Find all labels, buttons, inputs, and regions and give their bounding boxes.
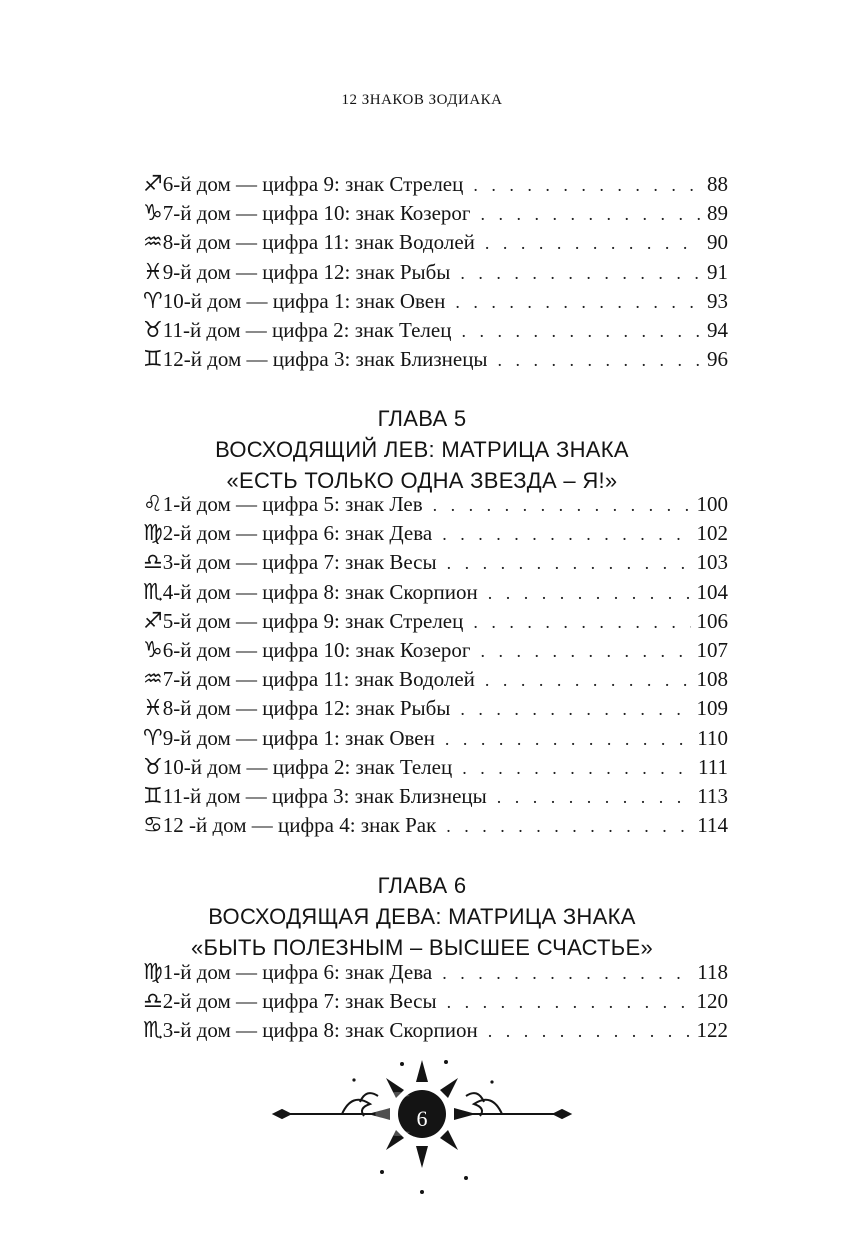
toc-entry-title: 3-й дом — цифра 7: знак Весы: [162, 550, 437, 575]
toc-entry: [143, 696, 728, 725]
chapter-5-subtitle: «ЕСТЬ ТОЛЬКО ОДНА ЗВЕЗДА – Я!»: [226, 468, 618, 493]
dot-leader: [497, 787, 692, 808]
gemini-icon: ♊: [143, 783, 163, 809]
toc-entry-title: 3-й дом — цифра 8: знак Скорпион: [162, 1018, 478, 1043]
dot-leader: [445, 729, 691, 750]
pisces-icon: ♓: [143, 259, 163, 285]
toc-section-chapter-6: [143, 960, 728, 1048]
toc-entry-title: 2-й дом — цифра 7: знак Весы: [162, 989, 437, 1014]
toc-entry-title: 11-й дом — цифра 3: знак Близнецы: [162, 783, 487, 808]
dot-leader: [455, 292, 701, 313]
dot-leader: [447, 992, 691, 1013]
chapter-6-subtitle: «БЫТЬ ПОЛЕЗНЫМ – ВЫСШЕЕ СЧАСТЬЕ»: [190, 935, 654, 960]
dot-leader: [461, 321, 701, 342]
toc-entry: [143, 201, 728, 230]
toc-section-top: [143, 172, 728, 376]
capricorn-icon: ♑: [143, 201, 163, 227]
toc-entry-page: 89: [707, 201, 728, 226]
toc-entry: [143, 813, 728, 842]
chapter-6-heading: [0, 870, 844, 963]
toc-entry-title: 8-й дом — цифра 11: знак Водолей: [162, 230, 475, 255]
taurus-icon: ♉: [143, 754, 163, 780]
dot-leader: [481, 641, 691, 662]
toc-entry: [143, 550, 728, 579]
dot-leader: [488, 583, 691, 604]
toc-entry-page: 118: [697, 960, 728, 984]
sagittarius-icon: ♐: [143, 608, 163, 634]
virgo-icon: ♍: [143, 960, 163, 985]
virgo-icon: ♍: [143, 521, 163, 547]
toc-entry-page: 109: [696, 696, 728, 721]
toc-entry: [143, 755, 728, 784]
dot-leader: [446, 816, 691, 837]
chapter-6-label: ГЛАВА 6: [377, 873, 467, 898]
toc-entry-title: 1-й дом — цифра 5: знак Лев: [162, 492, 423, 516]
toc-entry-page: 102: [696, 521, 728, 546]
toc-entry: [143, 318, 728, 347]
toc-entry: [143, 784, 728, 813]
toc-entry-page: 100: [696, 492, 728, 516]
toc-entry-page: 106: [696, 608, 728, 633]
dot-leader: [460, 263, 701, 284]
dot-leader: [442, 524, 690, 545]
libra-icon: ♎: [143, 989, 163, 1015]
scorpio-icon: ♏: [143, 579, 163, 605]
scorpio-icon: ♏: [143, 1018, 163, 1044]
toc-entry-title: 12-й дом — цифра 3: знак Близнецы: [162, 347, 488, 372]
toc-entry: [143, 726, 728, 755]
dot-leader: [460, 699, 690, 720]
toc-entry: [143, 1018, 728, 1047]
running-head: 12 ЗНАКОВ ЗОДИАКА: [341, 92, 503, 108]
sagittarius-icon: ♐: [143, 172, 163, 197]
toc-entry-page: 93: [707, 288, 728, 313]
dot-leader: [485, 670, 691, 691]
toc-entry-title: 6-й дом — цифра 9: знак Стрелец: [162, 172, 464, 196]
toc-entry-page: 103: [696, 550, 728, 575]
toc-entry-page: 96: [707, 347, 728, 372]
toc-entry-page: 110: [697, 725, 728, 750]
toc-entry-title: 9-й дом — цифра 1: знак Овен: [162, 725, 435, 750]
page-number: 6: [416, 1106, 428, 1131]
capricorn-icon: ♑: [143, 637, 163, 663]
toc-entry: [143, 289, 728, 318]
chapter-5-label: ГЛАВА 5: [377, 406, 467, 431]
toc-entry-page: 91: [707, 259, 728, 284]
aries-icon: ♈: [143, 288, 163, 314]
toc-entry-title: 4-й дом — цифра 8: знак Скорпион: [162, 579, 478, 604]
toc-entry: [143, 989, 728, 1018]
toc-entry-page: 94: [707, 317, 728, 342]
leo-icon: ♌: [143, 492, 163, 517]
toc-entry: [143, 521, 728, 550]
gemini-icon: ♊: [143, 347, 163, 373]
toc-entry-page: 108: [696, 667, 728, 692]
dot-leader: [462, 758, 692, 779]
toc-entry-title: 7-й дом — цифра 11: знак Водолей: [162, 667, 475, 692]
toc-entry-page: 111: [698, 754, 728, 779]
toc-entry-title: 12 -й дом — цифра 4: знак Рак: [162, 813, 437, 838]
toc-entry: [143, 347, 728, 376]
toc-entry-title: 11-й дом — цифра 2: знак Телец: [162, 317, 452, 342]
toc-section-chapter-5: [143, 492, 728, 842]
aries-icon: ♈: [143, 725, 163, 751]
toc-entry-title: 1-й дом — цифра 6: знак Дева: [162, 960, 433, 984]
aquarius-icon: ♒: [143, 667, 163, 693]
toc-entry-title: 2-й дом — цифра 6: знак Дева: [162, 521, 433, 546]
toc-entry-page: 90: [707, 230, 728, 255]
dot-leader: [433, 495, 691, 516]
dot-leader: [473, 175, 701, 196]
dot-leader: [481, 204, 701, 225]
toc-entry: [143, 667, 728, 696]
dot-leader: [447, 553, 691, 574]
toc-entry-title: 9-й дом — цифра 12: знак Рыбы: [162, 259, 451, 284]
toc-entry: [143, 580, 728, 609]
toc-entry-title: 10-й дом — цифра 1: знак Овен: [162, 288, 446, 313]
toc-entry-page: 88: [707, 172, 728, 196]
toc-entry: [143, 492, 728, 521]
dot-leader: [498, 350, 701, 371]
toc-entry-page: 122: [696, 1018, 728, 1043]
toc-entry-title: 5-й дом — цифра 9: знак Стрелец: [162, 608, 464, 633]
toc-entry-title: 6-й дом — цифра 10: знак Козерог: [162, 637, 471, 662]
chapter-5-heading: [0, 403, 844, 496]
dot-leader: [488, 1021, 691, 1042]
dot-leader: [442, 963, 691, 984]
toc-entry-title: 7-й дом — цифра 10: знак Козерог: [162, 201, 471, 226]
toc-entry-page: 107: [696, 637, 728, 662]
toc-entry-page: 113: [697, 783, 728, 808]
toc-entry: [143, 230, 728, 259]
chapter-6-title: ВОСХОДЯЩАЯ ДЕВА: МАТРИЦА ЗНАКА: [208, 904, 636, 929]
pisces-icon: ♓: [143, 696, 163, 722]
taurus-icon: ♉: [143, 317, 163, 343]
toc-entry-title: 8-й дом — цифра 12: знак Рыбы: [162, 696, 451, 721]
toc-entry: [143, 172, 728, 201]
cancer-icon: ♋: [143, 813, 163, 839]
dot-leader: [485, 233, 701, 254]
toc-entry-page: 114: [697, 813, 728, 838]
chapter-5-title: ВОСХОДЯЩИЙ ЛЕВ: МАТРИЦА ЗНАКА: [215, 437, 629, 462]
toc-entry-page: 120: [696, 989, 728, 1014]
toc-entry: [143, 260, 728, 289]
toc-entry-title: 10-й дом — цифра 2: знак Телец: [162, 754, 453, 779]
libra-icon: ♎: [143, 550, 163, 576]
toc-entry: [143, 960, 728, 989]
aquarius-icon: ♒: [143, 230, 163, 256]
dot-leader: [473, 612, 690, 633]
toc-entry: [143, 638, 728, 667]
toc-entry-page: 104: [696, 579, 728, 604]
toc-entry: [143, 609, 728, 638]
